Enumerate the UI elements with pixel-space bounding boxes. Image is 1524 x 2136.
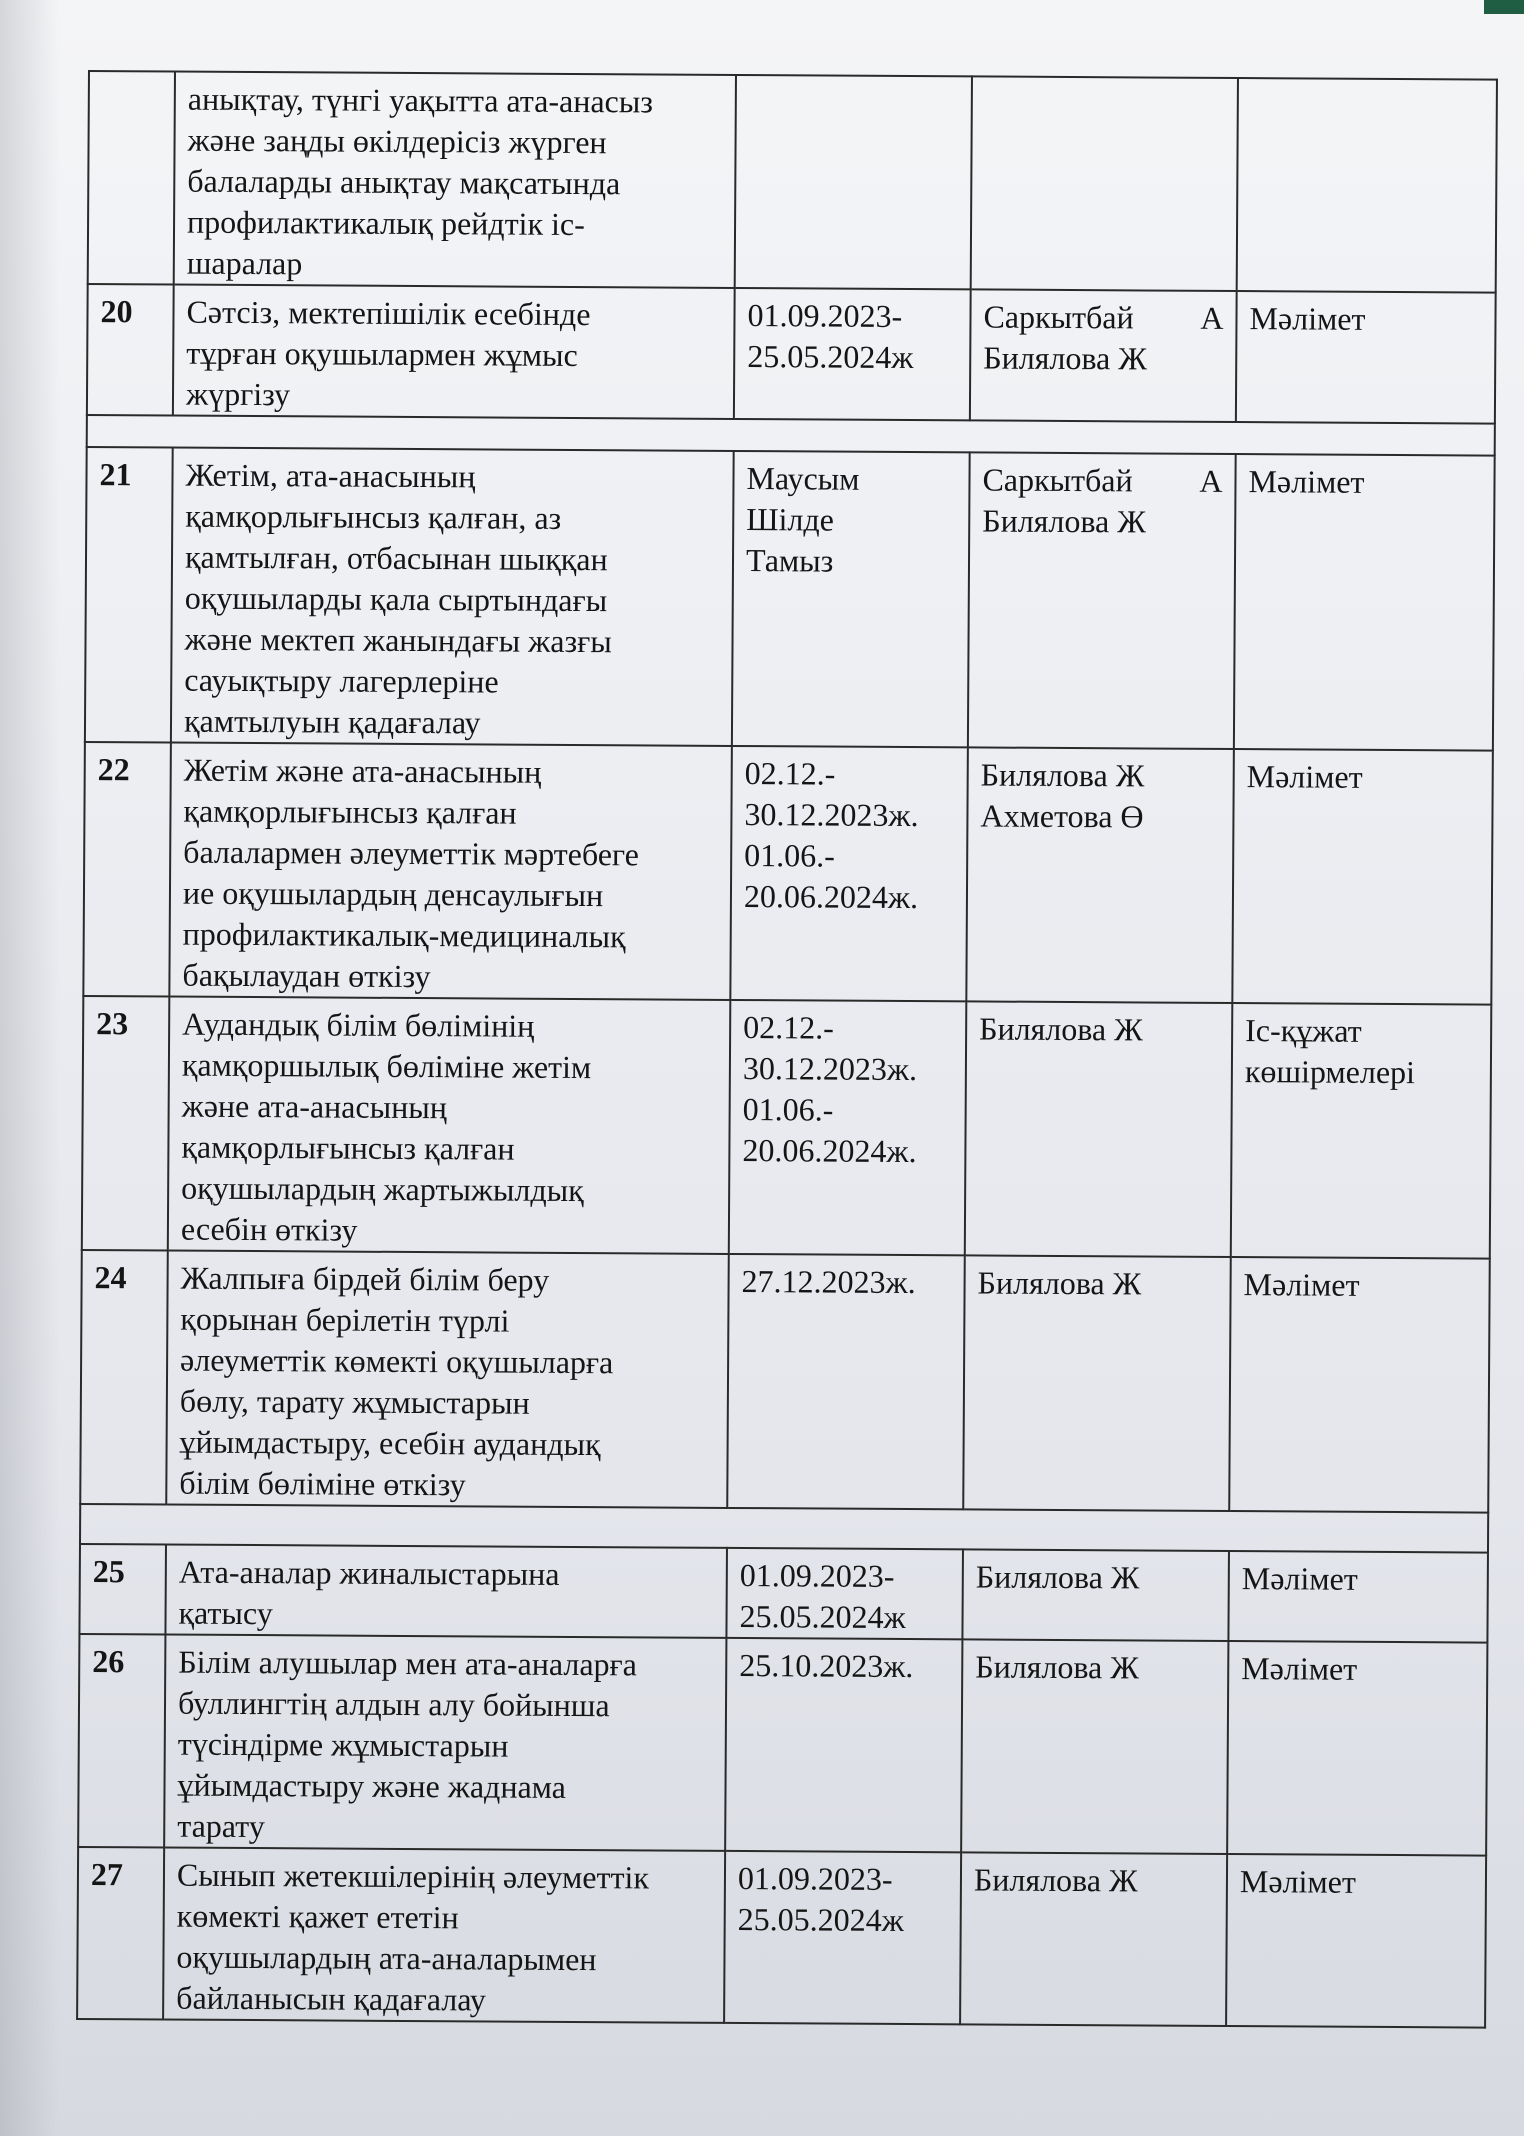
row-description: Сәтсіз, мектепішілік есебінде тұрған оқушылармен жұмыс жүргізу <box>173 285 735 419</box>
row-form: Мәлімет <box>1227 1641 1487 1856</box>
row-description: Ата-аналар жиналыстарына қатысу <box>165 1545 727 1638</box>
row-number: 26 <box>78 1634 165 1848</box>
row-description: анықтау, түнгі уақытта ата-анасыз және заңды өкілдерісіз жүрген балаларды анықтау мақсатында профилактикалық рейдтік іс- шаралар <box>174 72 736 288</box>
row-responsible: Билялова Ж <box>961 1639 1228 1854</box>
row-form: Іс-құжат көшірмелері <box>1231 1003 1492 1259</box>
row-responsible: Саркытбай А Билялова Ж <box>968 452 1236 749</box>
row-description: Аудандық білім бөлімінің қамқоршылық бөліміне жетім және ата-анасының қамқорлығынсыз қалған оқушылардың жартыжылдық есебін өткізу <box>168 997 731 1254</box>
row-number: 27 <box>77 1847 164 2020</box>
row-number: 23 <box>82 996 170 1251</box>
row-number: 24 <box>80 1250 168 1505</box>
row-form <box>1237 78 1497 293</box>
row-date: 27.12.2023ж. <box>727 1254 965 1509</box>
row-date: 25.10.2023ж. <box>725 1638 962 1852</box>
background-corner <box>1484 0 1524 14</box>
row-form: Мәлімет <box>1229 1257 1490 1513</box>
row-form: Мәлімет <box>1234 454 1495 751</box>
row-responsible: Билялова Ж <box>963 1255 1231 1511</box>
row-description: Жалпыға бірдей білім беру қорынан берілетін түрлі әлеуметтік көмекті оқушыларға бөлу, тарату жұмыстарын ұйымдастыру, есебін аудандық білім бөліміне өткізу <box>166 1251 729 1508</box>
row-responsible: Билялова Ж <box>962 1549 1229 1641</box>
row-date: 01.09.2023- 25.05.2024ж <box>726 1548 963 1639</box>
row-responsible: Билялова Ж Ахметова Ө <box>966 747 1234 1003</box>
row-date <box>735 75 972 289</box>
row-form: Мәлімет <box>1236 291 1496 424</box>
row-responsible <box>971 76 1238 291</box>
table-row <box>88 71 1497 293</box>
row-description: Сынып жетекшілерінің әлеуметтік көмекті қажет ететін оқушылардың ата-аналарымен байланысын қадағалау <box>163 1847 725 2022</box>
row-number: 22 <box>83 742 171 997</box>
row-number: 21 <box>85 447 173 743</box>
table-row <box>83 742 1493 1005</box>
row-form: Мәлімет <box>1226 1854 1486 2028</box>
row-responsible: Саркытбай А Билялова Ж <box>970 289 1237 422</box>
row-description: Білім алушылар мен ата-аналарға буллингтің алдын алу бойынша түсіндірме жұмыстарын ұйымдастыру және жаднама тарату <box>164 1635 726 1851</box>
row-date: 01.09.2023- 25.05.2024ж <box>734 288 971 420</box>
row-number: 25 <box>79 1544 166 1635</box>
table-row <box>80 1250 1490 1513</box>
plan-table <box>76 70 1498 2029</box>
page-shadow <box>0 0 60 2136</box>
table-row <box>78 1634 1487 1856</box>
row-form: Мәлімет <box>1228 1551 1488 1643</box>
row-number <box>88 71 175 285</box>
row-description: Жетім, ата-анасының қамқорлығынсыз қалған, аз қамтылған, отбасынан шыққан оқушыларды қала сыртындағы және мектеп жанындағы жазғы сауықтыру лагерлеріне қамтылуын қадағалау <box>171 448 734 746</box>
table-row <box>77 1847 1486 2028</box>
table-row <box>87 284 1496 424</box>
row-date: 02.12.- 30.12.2023ж. 01.06.- 20.06.2024ж. <box>730 746 968 1001</box>
row-description: Жетім және ата-анасының қамқорлығынсыз қалған балалармен әлеуметтік мәртебеге ие оқушылардың денсаулығын профилактикалық-медициналық бақылаудан өткізу <box>169 743 732 1000</box>
row-date: 01.09.2023- 25.05.2024ж <box>724 1851 961 2024</box>
table-row <box>85 447 1495 751</box>
table-row <box>79 1544 1488 1643</box>
row-number: 20 <box>87 284 174 416</box>
row-responsible: Билялова Ж <box>965 1001 1233 1257</box>
row-form: Мәлімет <box>1232 749 1493 1005</box>
row-date: Маусым Шілде Тамыз <box>732 451 970 747</box>
row-date: 02.12.- 30.12.2023ж. 01.06.- 20.06.2024ж. <box>729 1000 967 1255</box>
row-responsible: Билялова Ж <box>960 1852 1227 2026</box>
table-row <box>82 996 1492 1259</box>
